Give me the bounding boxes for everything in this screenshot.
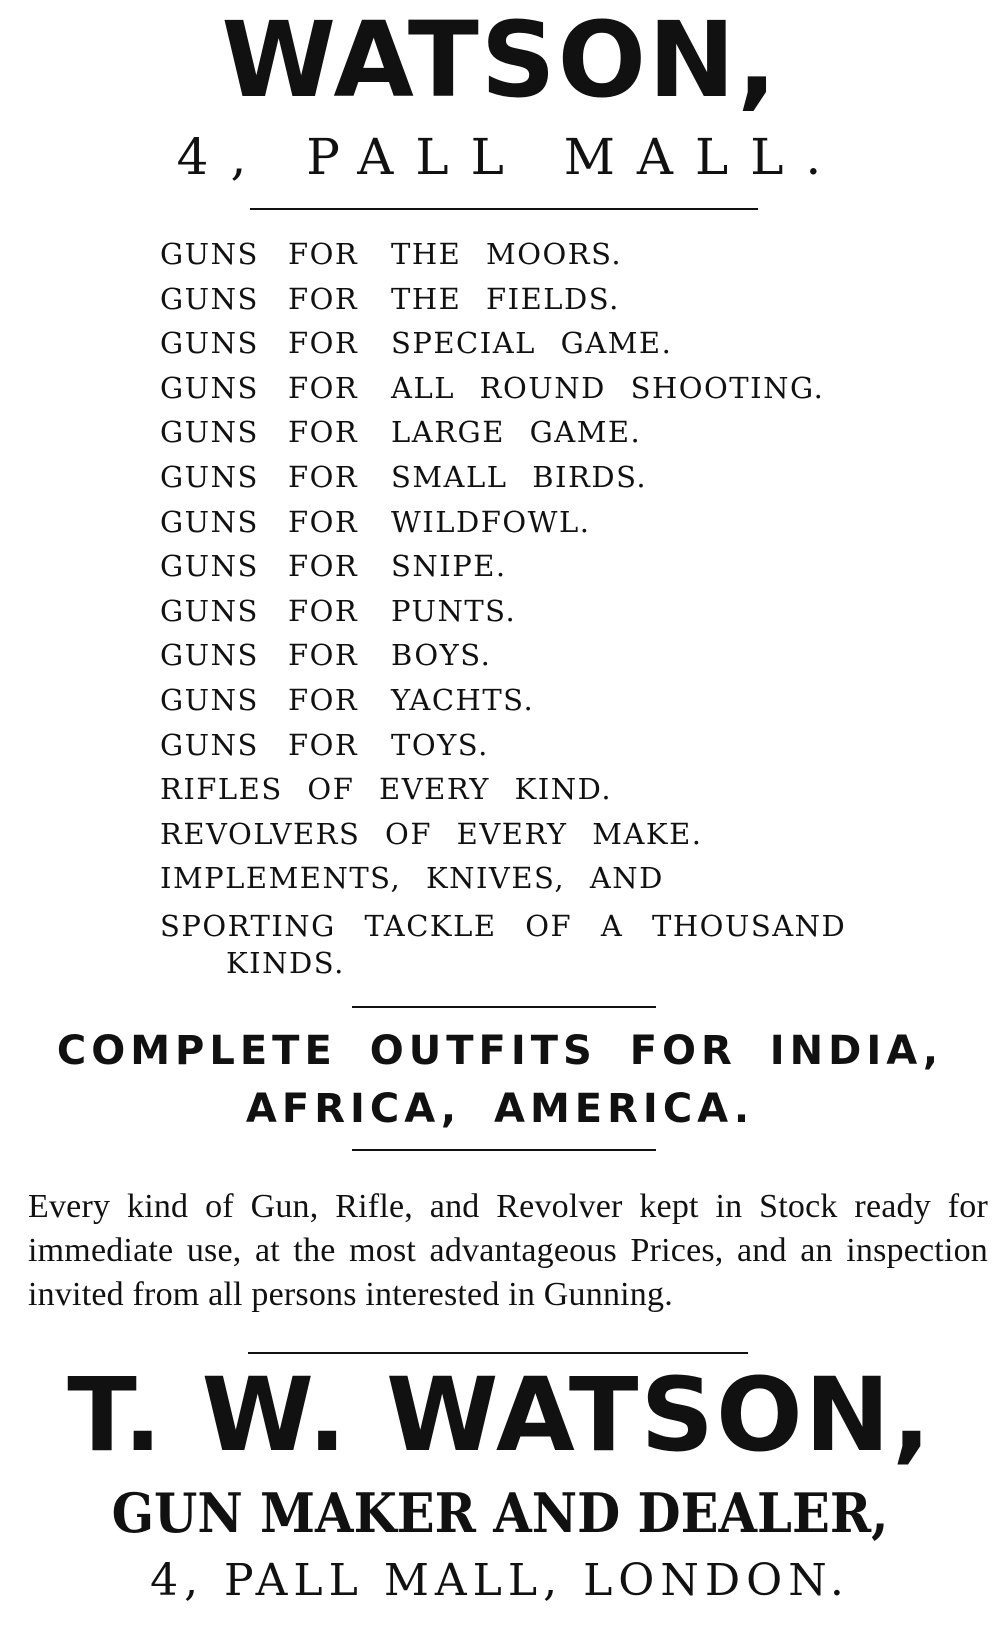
list-item-word: GUNS [160, 593, 259, 628]
list-item-word: GUNS [160, 370, 259, 405]
divider-top [250, 208, 758, 210]
guns-list [160, 232, 900, 901]
list-item-text: ALL ROUND SHOOTING. [391, 370, 825, 405]
footer-address: 4, PALL MALL, LONDON. [150, 1555, 850, 1606]
list-item-word: GUNS [160, 727, 259, 762]
list-item-word: FOR [288, 593, 359, 628]
list-item-word: FOR [288, 727, 359, 762]
list-item-text: PUNTS. [391, 593, 517, 628]
list-item-text: THE FIELDS. [391, 281, 620, 316]
list-item-word: FOR [288, 549, 359, 584]
outfits-line-1: COMPLETE OUTFITS FOR INDIA, [56, 1028, 944, 1074]
list-item-text: SMALL BIRDS. [391, 459, 648, 494]
list-item-word: FOR [288, 682, 359, 717]
tackle-line-2: KINDS. [226, 946, 345, 980]
list-item-text: SNIPE. [391, 549, 507, 584]
description-paragraph: Every kind of Gun, Rifle, and Revolver kept in Stock ready for immediate use, at the most advantageous Prices, and an inspection invited from all persons interested in Gunning. [28, 1188, 988, 1313]
list-item-word: FOR [288, 281, 359, 316]
list-item [160, 678, 900, 723]
list-item-word: GUNS [160, 281, 259, 316]
list-item-word: FOR [288, 459, 359, 494]
divider-bottom [248, 1352, 748, 1354]
list-item-text: WILDFOWL. [391, 504, 591, 539]
list-item [160, 589, 900, 634]
list-item-word: FOR [288, 638, 359, 673]
list-item [160, 455, 900, 500]
list-item-text: THE MOORS. [391, 237, 623, 271]
list-item-text: SPECIAL GAME. [391, 326, 673, 361]
list-item-text: LARGE GAME. [391, 415, 642, 450]
list-item [160, 500, 900, 545]
list-item-word: FOR [288, 326, 359, 361]
list-item [160, 633, 900, 678]
list-item-rifles: RIFLES OF EVERY KIND. [160, 772, 613, 807]
list-item-word: GUNS [160, 504, 259, 539]
list-item-word: GUNS [160, 237, 259, 271]
header-address: 4, PALL MALL. [176, 128, 844, 186]
list-item-text: BOYS. [391, 638, 492, 673]
footer-trade: GUN MAKER AND DEALER, [111, 1481, 889, 1545]
divider-middle-2 [352, 1149, 656, 1151]
tackle-line-1: SPORTING TACKLE OF A THOUSAND [160, 909, 847, 943]
list-item-revolvers: REVOLVERS OF EVERY MAKE. [160, 816, 703, 851]
divider-middle-1 [352, 1006, 656, 1008]
list-item-word: FOR [288, 237, 359, 271]
outfits-line-2: AFRICA, AMERICA. [245, 1086, 755, 1132]
list-item-word: FOR [288, 370, 359, 405]
list-item [160, 544, 900, 589]
list-item-implements: IMPLEMENTS, KNIVES, AND [160, 861, 664, 896]
list-item-word: GUNS [160, 638, 259, 673]
list-item-text: YACHTS. [391, 682, 535, 717]
list-item [160, 723, 900, 768]
list-item-word: GUNS [160, 549, 259, 584]
list-item-word: GUNS [160, 415, 259, 450]
list-item-word: GUNS [160, 326, 259, 361]
list-item [160, 321, 900, 366]
outfits-heading [40, 1022, 960, 1138]
list-item-text: TOYS. [391, 727, 489, 762]
tackle-text [160, 908, 846, 982]
list-item-word: FOR [288, 504, 359, 539]
list-item-word: GUNS [160, 459, 259, 494]
list-item [160, 410, 900, 455]
header-name: WATSON, [221, 0, 779, 121]
list-item [160, 366, 900, 411]
list-item [160, 277, 900, 322]
list-item-word: FOR [288, 415, 359, 450]
footer-name: T. W. WATSON, [67, 1356, 933, 1475]
list-item-word: GUNS [160, 682, 259, 717]
list-item [160, 232, 900, 277]
